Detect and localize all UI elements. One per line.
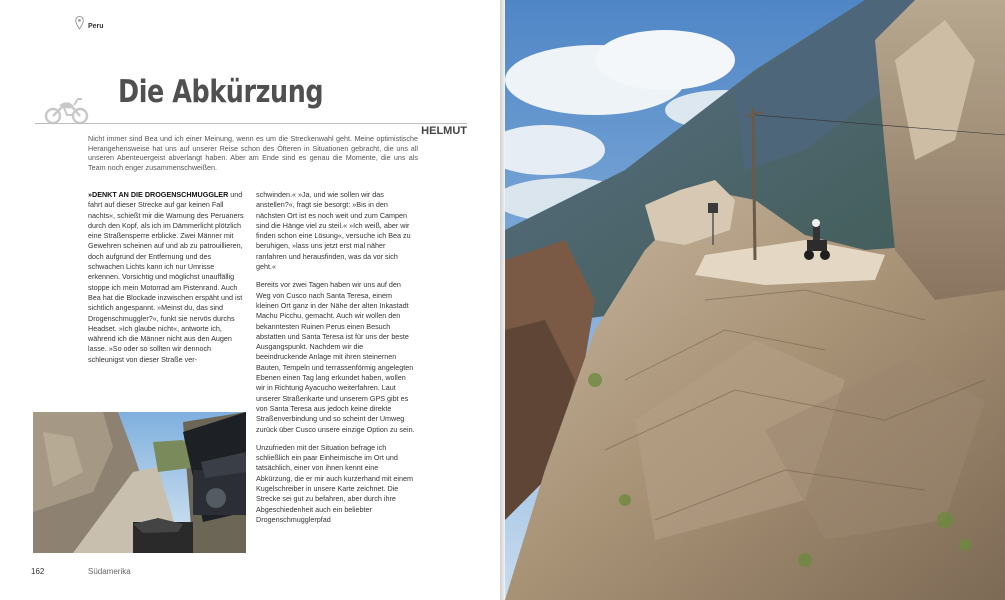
body-paragraph: und fahrt auf dieser Strecke auf gar keinen Fall nachts«, schießt mir die Warnung des Peruaners durch den Kopf, als ich im Dämmerlicht plötzlich eine Straßensperre erblicke. Zwei Männer mit Gewehren scheinen auf und ab zu patrouillieren, doch aufgrund der Entfernung und des schwachen Lichts kann ich nur Umrisse erkennen. Vorsichtig und möglichst unauffällig stoppe ich mein Motorrad am Pistenrand. Auch Bea hat die Blockade inzwischen erspäht und ist sichtlich angespannt. »Meinst du, das sind Drogenschmuggler?«, funkt sie nervös durchs Headset. »Ich glaube nicht«, antworte ich, während ich die Männer nicht aus den Augen lasse. »So oder so sollten wir dennoch schleunigst von dieser Straße ver- [88, 190, 244, 364]
intro-text: Nicht immer sind Bea und ich einer Meinung, wenn es um die Streckenwahl geht. Meine optimistische Herangehensweise hat uns auf unserer Reise schon des Öfteren in Situationen gebracht, die uns all unseren Abenteuergeist abverlangt haben. Aber am Ende sind es genau die Momente, die uns als Team noch enger zusammenschweißen. [88, 134, 418, 172]
author-label: HELMUT [421, 125, 467, 137]
region-label: Peru [88, 23, 104, 30]
article-title: Die Abkürzung [118, 74, 324, 110]
lead-text: »DENKT AN DIE DROGENSCHMUGGLER [88, 190, 229, 199]
body-paragraph: Unzufrieden mit der Situation befrage ich schließlich ein paar Einheimische im Ort und tatsächlich, einer von ihnen kennt eine Abkürzung, die er mir auch kurzerhand mit einem Kugelschreiber in unsere Karte zeichnet. Die Strecke sei gut zu befahren, aber durch ihre Abgeschiedenheit auch ein beliebter Drogenschmugglerpfad [256, 442, 413, 524]
title-divider [35, 123, 467, 124]
right-page [505, 0, 1005, 600]
road-photo [33, 412, 246, 553]
left-page [0, 0, 500, 600]
body-paragraph: Bereits vor zwei Tagen haben wir uns auf den Weg von Cusco nach Santa Teresa, einem kleinen Ort ganz in der Nähe der alten Inkastadt Machu Picchu, gemacht. Auch wir wollen den bekanntesten Ruinen Perus einen Besuch abstatten und Santa Teresa ist für uns der beste Ausgangspunkt. Nachdem wir die beeindruckende Anlage mit ihren steinernen Bauten, Tempeln und terrassenförmig angelegten Ebenen einen Tag lang erkundet haben, wollen wir in Richtung Ayacucho weiterfahren. Laut unserer Straßenkarte und unserem GPS gibt es von Santa Teresa aus jedoch keine direkte Straßenverbindung und so scheint der Umweg zurück über Cusco unsere einzige Option zu sein. [256, 280, 415, 434]
page-number: 162 [31, 567, 45, 576]
location-pin-icon [75, 16, 84, 30]
body-paragraph: schwinden.« »Ja, und wie sollen wir das anstellen?«, fragt sie besorgt: »Bis in den nächsten Ort ist es noch weit und zum Campen sind die Hänge viel zu steil.« »Ich weiß, aber wir finden schon eine Lösung«, versuche ich Bea zu beruhigen, »lass uns jetzt erst mal näher ranfahren und herausfinden, was da vor sich geht.« [256, 190, 411, 272]
mountain-road-photo [505, 0, 1005, 600]
text-column-1 [88, 190, 248, 373]
motorcycle-icon [44, 95, 90, 125]
text-column-2 [256, 190, 416, 533]
section-label: Südamerika [88, 567, 131, 576]
